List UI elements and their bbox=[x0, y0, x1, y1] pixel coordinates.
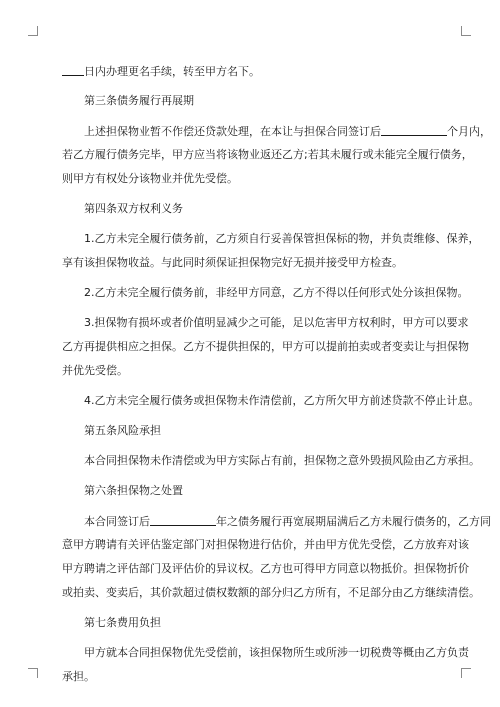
text-segment: 日内办理更名手续，转至甲方名下。 bbox=[84, 65, 260, 78]
heading-article-4 bbox=[62, 202, 183, 216]
fill-in-blank bbox=[150, 514, 216, 526]
text-segment: 第三条债务履行再展期 bbox=[84, 94, 194, 107]
heading-article-6 bbox=[62, 484, 183, 498]
text-segment: 甲方聘请之评估部门及评估价的异议权。乙方也可得甲方同意以物抵价。担保物折价 bbox=[62, 562, 469, 575]
crop-mark-bottom-right bbox=[461, 668, 471, 678]
para-6-line-1 bbox=[62, 514, 491, 528]
heading-article-3 bbox=[62, 94, 194, 108]
crop-mark-top-right bbox=[461, 26, 471, 36]
para-5-line-1 bbox=[62, 454, 480, 468]
text-segment: 本合同签订后 bbox=[84, 515, 150, 528]
text-segment: 本合同担保物未作清偿或为甲方实际占有前，担保物之意外毁损风险由乙方承担。 bbox=[84, 454, 480, 467]
para-7-line-2 bbox=[62, 670, 95, 684]
text-segment: 意甲方聘请有关评估鉴定部门对担保物进行估价，并由甲方优先受偿，乙方放弃对该 bbox=[62, 538, 469, 551]
text-segment: 上述担保物业暂不作偿还贷款处理，在本让与担保合同签订后 bbox=[84, 125, 381, 138]
text-segment: 乙方再提供相应之担保。乙方不提供担保的，甲方可以提前拍卖或者变卖让与担保物 bbox=[62, 340, 469, 353]
para-4-3-line-2 bbox=[62, 340, 469, 354]
text-segment: 4.乙方未完全履行债务或担保物未作清偿前，乙方所欠甲方前述贷款不停止计息。 bbox=[84, 394, 480, 407]
text-segment: 第七条费用负担 bbox=[84, 616, 161, 629]
para-7-line-1 bbox=[62, 646, 469, 660]
para-4-4-line-1 bbox=[62, 394, 480, 408]
text-segment: 第六条担保物之处置 bbox=[84, 484, 183, 497]
heading-article-5 bbox=[62, 424, 161, 438]
para-4-2-line-1 bbox=[62, 286, 469, 300]
crop-mark-top-left bbox=[28, 26, 38, 36]
para-4-3-line-1 bbox=[62, 316, 469, 330]
text-segment: 年之债务履行再宽展期届满后乙方未履行债务的，乙方同 bbox=[216, 515, 491, 528]
para-cont-line-1 bbox=[62, 64, 260, 78]
text-segment: 第四条双方权利义务 bbox=[84, 202, 183, 215]
text-segment: 1.乙方未完全履行债务前，乙方须自行妥善保管担保标的物，并负责维修、保养， bbox=[84, 232, 480, 245]
text-segment: 3.担保物有损坏或者价值明显减少之可能，足以危害甲方权利时，甲方可以要求 bbox=[84, 316, 469, 329]
para-6-line-3 bbox=[62, 562, 469, 576]
para-6-line-4 bbox=[62, 586, 480, 600]
para-4-3-line-3 bbox=[62, 364, 128, 378]
para-3-line-2 bbox=[62, 148, 473, 162]
text-segment: 享有该担保物收益。与此同时须保证担保物完好无损并接受甲方检查。 bbox=[62, 256, 403, 269]
para-3-line-3 bbox=[62, 172, 238, 186]
para-6-line-2 bbox=[62, 538, 469, 552]
text-segment: 承担。 bbox=[62, 670, 95, 683]
text-segment: 甲方就本合同担保物优先受偿前，该担保物所生或所涉一切税费等概由乙方负责 bbox=[84, 646, 469, 659]
text-segment: 2.乙方未完全履行债务前，非经甲方同意，乙方不得以任何形式处分该担保物。 bbox=[84, 286, 469, 299]
crop-mark-bottom-left bbox=[28, 668, 38, 678]
text-segment: 个月内， bbox=[447, 125, 491, 138]
fill-in-blank bbox=[62, 64, 84, 76]
text-segment: 或拍卖、变卖后，其价款超过债权数额的部分归乙方所有，不足部分由乙方继续清偿。 bbox=[62, 586, 480, 599]
para-4-1-line-2 bbox=[62, 256, 403, 270]
heading-article-7 bbox=[62, 616, 161, 630]
text-segment: 第五条风险承担 bbox=[84, 424, 161, 437]
text-segment: 则甲方有权处分该物业并优先受偿。 bbox=[62, 172, 238, 185]
fill-in-blank bbox=[381, 124, 447, 136]
text-segment: 若乙方履行债务完毕，甲方应当将该物业返还乙方;若其未履行或未能完全履行债务， bbox=[62, 148, 473, 161]
para-4-1-line-1 bbox=[62, 232, 480, 246]
text-segment: 并优先受偿。 bbox=[62, 364, 128, 377]
para-3-line-1 bbox=[62, 124, 491, 138]
